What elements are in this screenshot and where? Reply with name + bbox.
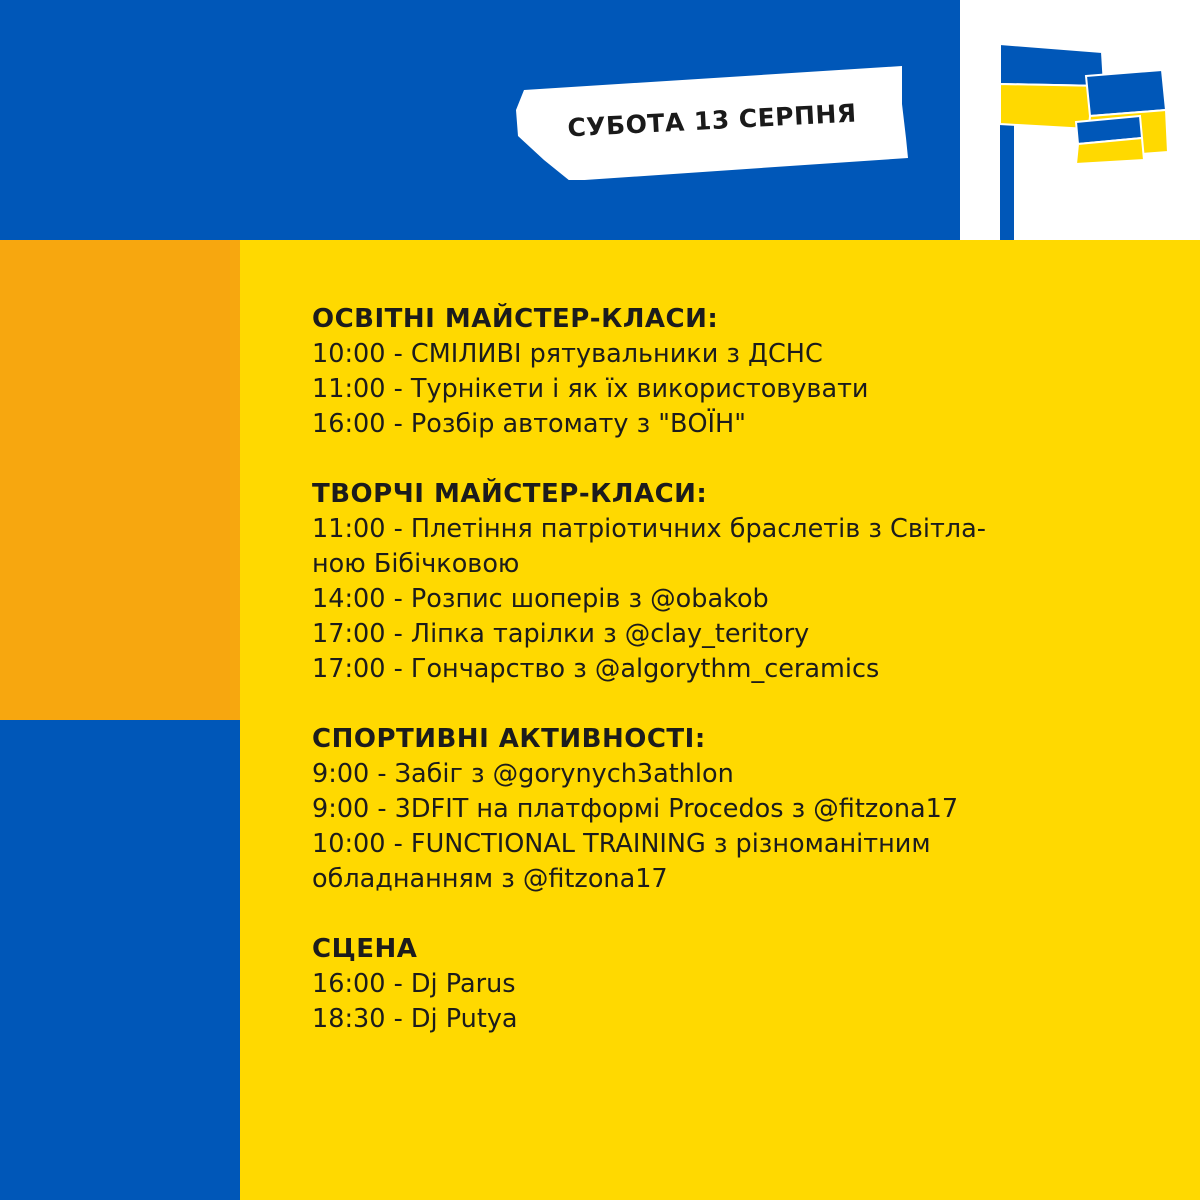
schedule-item: 18:30 - Dj Putya xyxy=(312,1004,518,1034)
schedule-section xyxy=(312,932,1152,1037)
schedule-item: 11:00 - Плетіння патріотичних браслетів з Світла- xyxy=(312,514,986,544)
schedule-item: 10:00 - FUNCTIONAL TRAINING з різноманітним xyxy=(312,829,931,859)
schedule-section xyxy=(312,722,1152,897)
section-title: СПОРТИВНІ АКТИВНОСТІ: xyxy=(312,724,706,754)
schedule-item: 9:00 - Забіг з @gorynych3athlon xyxy=(312,759,734,789)
left-orange-block xyxy=(0,240,240,720)
ukrainian-flag-icon xyxy=(990,30,1180,240)
schedule-item: 16:00 - Розбір автомату з "ВОЇН" xyxy=(312,409,746,439)
schedule-item: 10:00 - СМІЛИВІ рятувальники з ДСНС xyxy=(312,339,823,369)
schedule-item: 14:00 - Розпис шоперів з @obakob xyxy=(312,584,769,614)
schedule-item: обладнанням з @fitzona17 xyxy=(312,864,668,894)
schedule-section xyxy=(312,477,1152,687)
schedule-item: 17:00 - Ліпка тарілки з @clay_teritory xyxy=(312,619,810,649)
section-title: ТВОРЧІ МАЙСТЕР-КЛАСИ: xyxy=(312,479,708,509)
schedule-item: 16:00 - Dj Parus xyxy=(312,969,516,999)
section-title: ОСВІТНІ МАЙСТЕР-КЛАСИ: xyxy=(312,304,719,334)
schedule-item: ною Бібічковою xyxy=(312,549,520,579)
schedule-item: 9:00 - 3DFIT на платформі Procedos з @fitzona17 xyxy=(312,794,959,824)
schedule-item: 17:00 - Гончарство з @algorythm_ceramics xyxy=(312,654,880,684)
schedule xyxy=(312,302,1152,1072)
schedule-item: 11:00 - Турнікети і як їх використовувати xyxy=(312,374,869,404)
schedule-section xyxy=(312,302,1152,442)
section-title: СЦЕНА xyxy=(312,934,418,964)
date-label: СУБОТА 13 СЕРПНЯ xyxy=(566,97,858,143)
date-badge xyxy=(510,60,914,180)
left-blue-block xyxy=(0,720,240,1200)
